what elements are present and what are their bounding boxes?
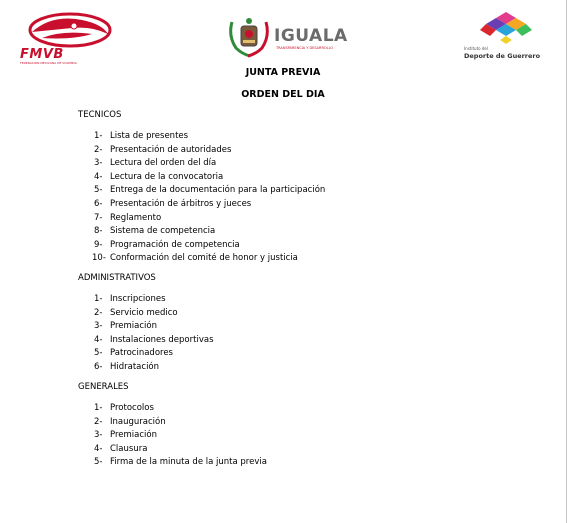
- section-heading: TECNICOS: [78, 110, 122, 120]
- list-item-text: Servicio medico: [110, 307, 178, 318]
- list-item-text: Premiación: [110, 430, 157, 441]
- list-item-text: Programación de competencia: [110, 239, 240, 250]
- document-subtitle: ORDEN DEL DIA: [241, 89, 325, 100]
- list-item-text: Presentación de árbitros y jueces: [110, 199, 252, 209]
- instituto-logo-small-text: Instituto del: [464, 46, 488, 51]
- list-item-text: Protocolos: [110, 403, 154, 413]
- document-title: JUNTA PREVIA: [245, 67, 321, 78]
- section-heading: GENERALES: [78, 382, 129, 392]
- instituto-emblem-icon: [476, 10, 536, 44]
- fmvb-emblem-icon: [12, 10, 127, 50]
- list-item-number: 9-: [94, 239, 103, 250]
- list-item-text: Instalaciones deportivas: [110, 334, 214, 345]
- list-item-number: 2-: [94, 144, 103, 155]
- list-item-text: Hidratación: [110, 362, 160, 372]
- list-item-text: Reglamento: [110, 212, 162, 223]
- iguala-logo-text: IGUALA: [274, 26, 348, 46]
- list-item-number: 8-: [94, 226, 103, 237]
- fmvb-logo-text: FMVB: [20, 47, 64, 62]
- iguala-logo: [226, 12, 356, 58]
- iguala-logo-subtext: TRANSPARENCIA Y DESARROLLO: [276, 46, 334, 50]
- list-item-number: 5-: [94, 185, 103, 196]
- list-item-text: Lista de presentes: [110, 131, 189, 141]
- list-item-text: Presentación de autoridades: [110, 144, 232, 155]
- list-item-text: Sistema de competencia: [110, 226, 216, 237]
- list-item-number: 6-: [94, 362, 103, 372]
- section-heading: ADMINISTRATIVOS: [78, 273, 156, 283]
- list-item-number: 4-: [94, 334, 103, 345]
- instituto-logo-big-text: Deporte de Guerrero: [464, 52, 541, 60]
- list-item-text: Lectura del orden del día: [110, 158, 217, 169]
- list-item-number: 6-: [94, 199, 103, 209]
- list-item-number: 2-: [94, 416, 103, 427]
- list-item-text: Patrocinadores: [110, 348, 173, 359]
- list-item-text: Inscripciones: [110, 294, 166, 304]
- list-item-number: 4-: [94, 443, 103, 454]
- list-item-number: 5-: [94, 348, 103, 359]
- list-item-text: Lectura de la convocatoria: [110, 171, 224, 182]
- list-item-text: Conformación del comité de honor y justicia: [110, 253, 298, 264]
- list-item-number: 4-: [94, 171, 103, 182]
- list-item-number: 2-: [94, 307, 103, 318]
- list-item-number: 1-: [94, 131, 103, 141]
- list-item-number: 3-: [94, 321, 103, 332]
- list-item-number: 3-: [94, 430, 103, 441]
- list-item-number: 10-: [92, 253, 106, 264]
- list-item-text: Clausura: [110, 443, 148, 454]
- list-item-text: Firma de la minuta de la junta previa: [110, 457, 267, 468]
- list-item-number: 7-: [94, 212, 103, 223]
- list-item-number: 1-: [94, 403, 103, 413]
- list-item-number: 1-: [94, 294, 103, 304]
- list-item-text: Premiación: [110, 321, 157, 332]
- iguala-crest-icon: [226, 12, 272, 58]
- fmvb-logo: [12, 10, 127, 65]
- list-item-text: Inauguración: [110, 416, 166, 427]
- list-item-text: Entrega de la documentación para la participación: [110, 185, 326, 196]
- list-item-number: 5-: [94, 457, 103, 468]
- instituto-deporte-logo: [454, 10, 554, 62]
- fmvb-logo-subtext: FEDERACION MEXICANA DE VOLEIBOL: [20, 61, 78, 65]
- list-item-number: 3-: [94, 158, 103, 169]
